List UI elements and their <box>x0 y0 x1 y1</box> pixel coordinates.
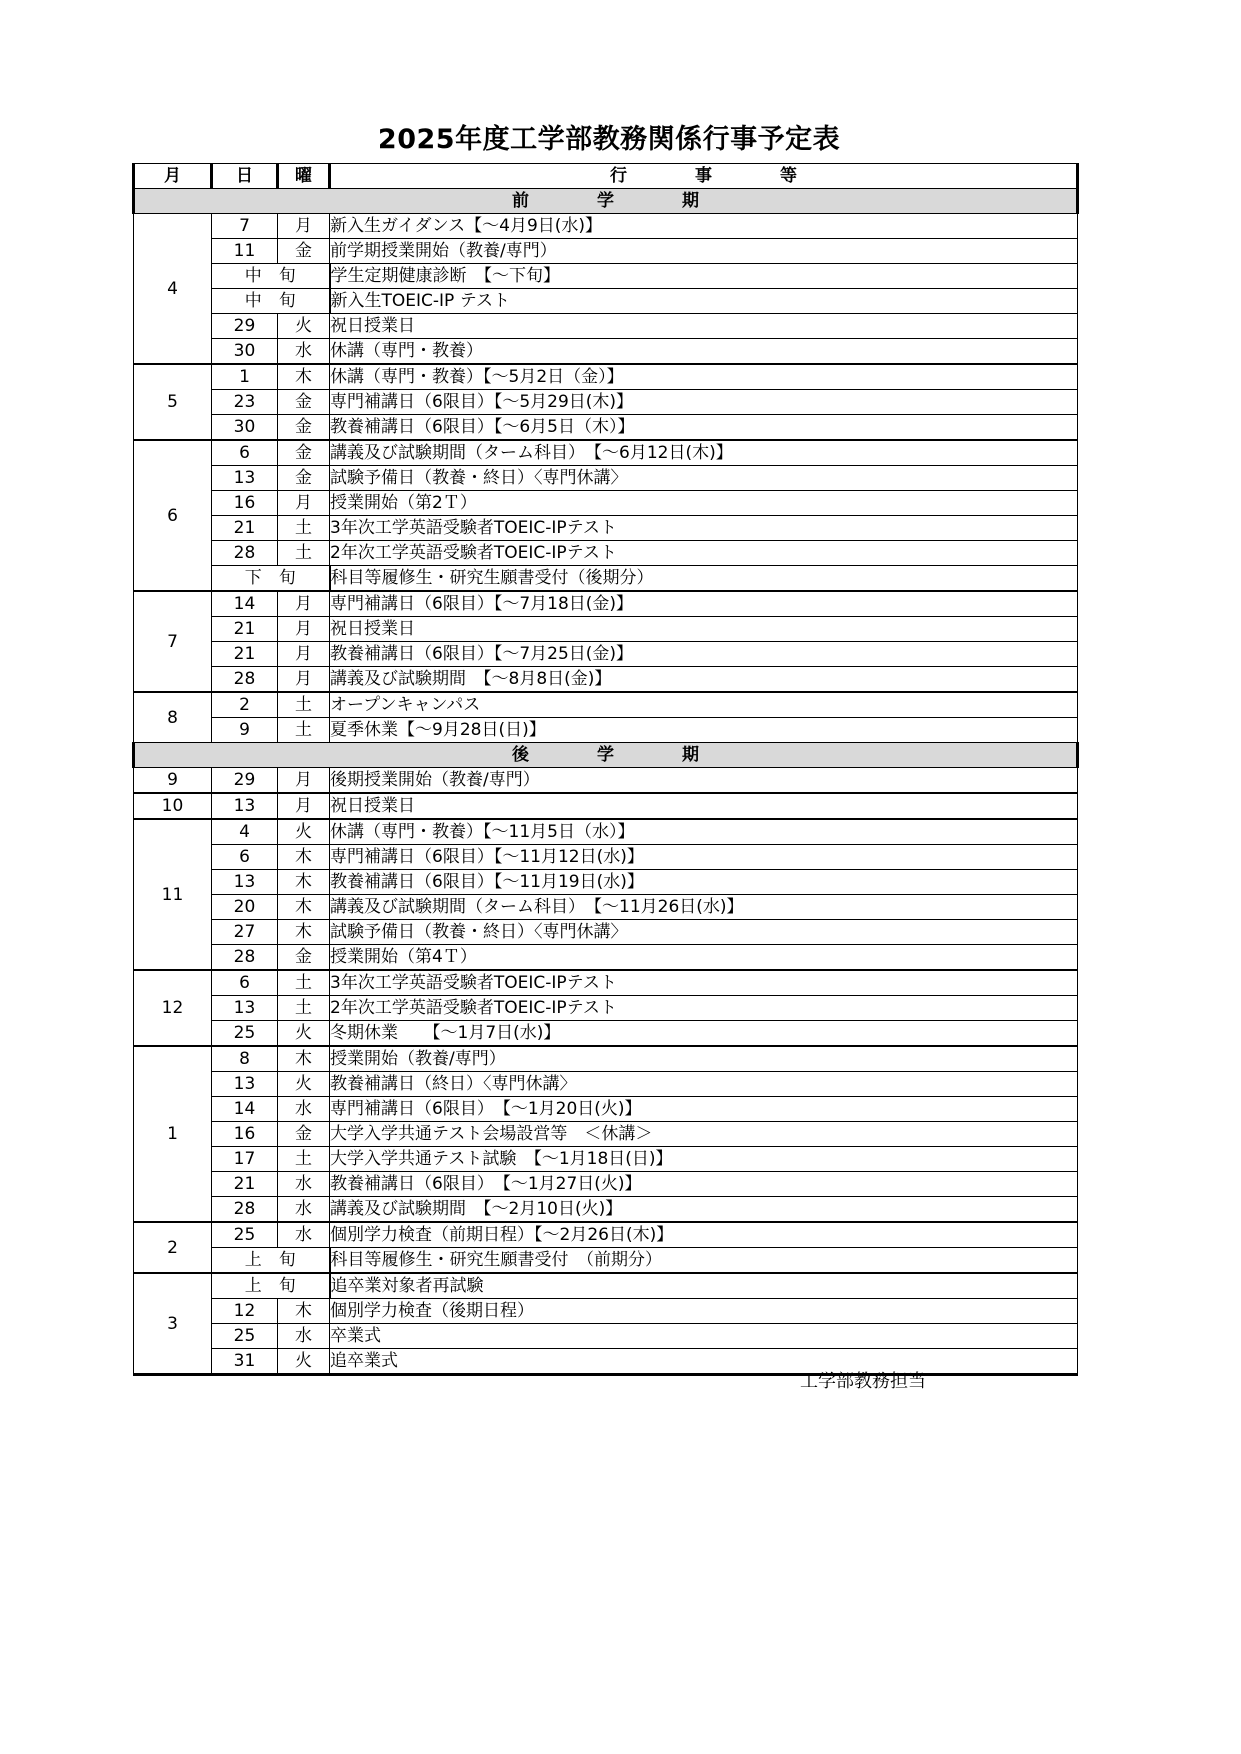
weekday-cell: 木 <box>278 920 330 945</box>
weekday-cell: 金 <box>278 1122 330 1147</box>
day-cell: 13 <box>212 466 278 491</box>
table-row <box>134 314 1078 339</box>
header-day: 日 <box>212 164 278 189</box>
schedule-table <box>132 163 1079 1376</box>
day-cell: 29 <box>212 768 278 794</box>
weekday-cell: 土 <box>278 692 330 718</box>
day-cell: 28 <box>212 667 278 693</box>
weekday-cell: 水 <box>278 1197 330 1223</box>
table-row <box>134 264 1078 289</box>
day-cell: 21 <box>212 617 278 642</box>
event-cell: 科目等履修生・研究生願書受付 （前期分） <box>330 1248 1078 1274</box>
event-cell: 教養補講日（6限目） 【～1月27日(火)】 <box>330 1172 1078 1197</box>
day-cell: 8 <box>212 1046 278 1072</box>
table-row <box>134 617 1078 642</box>
day-cell: 28 <box>212 945 278 971</box>
event-cell: 授業開始（教養/専門） <box>330 1046 1078 1072</box>
table-row <box>134 793 1078 819</box>
event-cell: 授業開始（第2Ｔ） <box>330 491 1078 516</box>
header-event: 行 事 等 <box>330 164 1078 189</box>
month-cell: 12 <box>134 970 212 1046</box>
table-row <box>134 667 1078 693</box>
weekday-cell: 土 <box>278 718 330 743</box>
event-cell: 新入生TOEIC-IP テスト <box>330 289 1078 314</box>
month-cell: 1 <box>134 1046 212 1222</box>
weekday-cell: 水 <box>278 1097 330 1122</box>
table-row <box>134 541 1078 566</box>
weekday-cell: 月 <box>278 642 330 667</box>
event-cell: 大学入学共通テスト会場設営等 ＜休講＞ <box>330 1122 1078 1147</box>
weekday-cell: 月 <box>278 793 330 819</box>
day-cell: 6 <box>212 970 278 996</box>
table-row <box>134 239 1078 264</box>
event-cell: 休講（専門・教養） <box>330 339 1078 365</box>
day-cell: 30 <box>212 339 278 365</box>
event-cell: 専門補講日（6限目）【～7月18日(金)】 <box>330 591 1078 617</box>
event-cell: 休講（専門・教養）【～11月5日（水）】 <box>330 819 1078 845</box>
event-cell: 講義及び試験期間 【～8月8日(金)】 <box>330 667 1078 693</box>
day-cell: 11 <box>212 239 278 264</box>
table-row <box>134 1299 1078 1324</box>
day-cell: 中 旬 <box>212 289 330 314</box>
month-cell: 8 <box>134 692 212 743</box>
weekday-cell: 水 <box>278 1222 330 1248</box>
footer-department: 工学部教務担当 <box>800 1371 926 1392</box>
weekday-cell: 土 <box>278 970 330 996</box>
event-cell: 教養補講日（6限目）【～11月19日(水)】 <box>330 870 1078 895</box>
page-title: 2025年度工学部教務関係行事予定表 <box>377 124 841 155</box>
month-cell: 4 <box>134 214 212 365</box>
event-cell: 専門補講日（6限目）【～11月12日(水)】 <box>330 845 1078 870</box>
month-cell: 5 <box>134 364 212 440</box>
weekday-cell: 土 <box>278 1147 330 1172</box>
table-row <box>134 339 1078 365</box>
table-row <box>134 819 1078 845</box>
table-row <box>134 1072 1078 1097</box>
semester-header-row <box>134 189 1078 214</box>
header-weekday: 曜 <box>278 164 330 189</box>
event-cell: 講義及び試験期間 【～2月10日(火)】 <box>330 1197 1078 1223</box>
event-cell: 授業開始（第4Ｔ） <box>330 945 1078 971</box>
day-cell: 6 <box>212 440 278 466</box>
table-row <box>134 1248 1078 1274</box>
day-cell: 4 <box>212 819 278 845</box>
table-row <box>134 718 1078 743</box>
day-cell: 16 <box>212 1122 278 1147</box>
day-cell: 25 <box>212 1222 278 1248</box>
weekday-cell: 木 <box>278 1299 330 1324</box>
table-row <box>134 1324 1078 1349</box>
day-cell: 上 旬 <box>212 1273 330 1299</box>
event-cell: 講義及び試験期間（ターム科目） 【～6月12日(木)】 <box>330 440 1078 466</box>
weekday-cell: 土 <box>278 541 330 566</box>
day-cell: 13 <box>212 996 278 1021</box>
weekday-cell: 火 <box>278 819 330 845</box>
table-row <box>134 415 1078 441</box>
table-row <box>134 1147 1078 1172</box>
event-cell: 3年次工学英語受験者TOEIC-IPテスト <box>330 970 1078 996</box>
weekday-cell: 金 <box>278 239 330 264</box>
day-cell: 7 <box>212 214 278 239</box>
day-cell: 30 <box>212 415 278 441</box>
event-cell: 卒業式 <box>330 1324 1078 1349</box>
month-cell: 7 <box>134 591 212 692</box>
day-cell: 13 <box>212 793 278 819</box>
table-row <box>134 692 1078 718</box>
event-cell: 3年次工学英語受験者TOEIC-IPテスト <box>330 516 1078 541</box>
day-cell: 27 <box>212 920 278 945</box>
table-header-row <box>134 164 1078 189</box>
weekday-cell: 水 <box>278 1172 330 1197</box>
event-cell: 講義及び試験期間（ターム科目） 【～11月26日(水)】 <box>330 895 1078 920</box>
weekday-cell: 水 <box>278 1324 330 1349</box>
day-cell: 21 <box>212 642 278 667</box>
weekday-cell: 月 <box>278 591 330 617</box>
event-cell: 追卒業式 <box>330 1349 1078 1375</box>
table-row <box>134 1222 1078 1248</box>
table-row <box>134 1197 1078 1223</box>
event-cell: 前学期授業開始（教養/専門） <box>330 239 1078 264</box>
day-cell: 13 <box>212 1072 278 1097</box>
event-cell: 学生定期健康診断 【～下旬】 <box>330 264 1078 289</box>
event-cell: 夏季休業【～9月28日(日)】 <box>330 718 1078 743</box>
semester-label: 前 学 期 <box>134 189 1078 214</box>
table-row <box>134 491 1078 516</box>
table-row <box>134 289 1078 314</box>
weekday-cell: 金 <box>278 945 330 971</box>
table-row <box>134 591 1078 617</box>
table-row <box>134 1273 1078 1299</box>
event-cell: 個別学力検査（後期日程） <box>330 1299 1078 1324</box>
event-cell: 個別学力検査（前期日程）【～2月26日(木)】 <box>330 1222 1078 1248</box>
month-cell: 11 <box>134 819 212 970</box>
day-cell: 上 旬 <box>212 1248 330 1274</box>
event-cell: 後期授業開始（教養/専門） <box>330 768 1078 794</box>
weekday-cell: 月 <box>278 667 330 693</box>
day-cell: 21 <box>212 1172 278 1197</box>
table-row <box>134 920 1078 945</box>
table-row <box>134 996 1078 1021</box>
day-cell: 28 <box>212 1197 278 1223</box>
event-cell: 試験予備日（教養・終日）〈専門休講〉 <box>330 466 1078 491</box>
table-row <box>134 845 1078 870</box>
table-row <box>134 870 1078 895</box>
weekday-cell: 金 <box>278 440 330 466</box>
table-row <box>134 1021 1078 1047</box>
day-cell: 28 <box>212 541 278 566</box>
event-cell: 教養補講日（6限目）【～7月25日(金)】 <box>330 642 1078 667</box>
day-cell: 17 <box>212 1147 278 1172</box>
weekday-cell: 金 <box>278 466 330 491</box>
table-row <box>134 1122 1078 1147</box>
event-cell: 2年次工学英語受験者TOEIC-IPテスト <box>330 541 1078 566</box>
day-cell: 6 <box>212 845 278 870</box>
weekday-cell: 土 <box>278 516 330 541</box>
header-month: 月 <box>134 164 212 189</box>
event-cell: 教養補講日（終日）〈専門休講〉 <box>330 1072 1078 1097</box>
day-cell: 16 <box>212 491 278 516</box>
day-cell: 23 <box>212 390 278 415</box>
event-cell: オープンキャンパス <box>330 692 1078 718</box>
day-cell: 1 <box>212 364 278 390</box>
weekday-cell: 月 <box>278 768 330 794</box>
weekday-cell: 火 <box>278 1072 330 1097</box>
event-cell: 大学入学共通テスト試験 【～1月18日(日)】 <box>330 1147 1078 1172</box>
day-cell: 14 <box>212 591 278 617</box>
day-cell: 21 <box>212 516 278 541</box>
event-cell: 科目等履修生・研究生願書受付（後期分） <box>330 566 1078 592</box>
table-row <box>134 768 1078 794</box>
table-row <box>134 566 1078 592</box>
table-row <box>134 364 1078 390</box>
day-cell: 下 旬 <box>212 566 330 592</box>
table-row <box>134 642 1078 667</box>
weekday-cell: 金 <box>278 390 330 415</box>
day-cell: 12 <box>212 1299 278 1324</box>
table-row <box>134 390 1078 415</box>
table-row <box>134 1172 1078 1197</box>
event-cell: 祝日授業日 <box>330 314 1078 339</box>
event-cell: 試験予備日（教養・終日）〈専門休講〉 <box>330 920 1078 945</box>
weekday-cell: 木 <box>278 870 330 895</box>
day-cell: 25 <box>212 1324 278 1349</box>
day-cell: 9 <box>212 718 278 743</box>
day-cell: 20 <box>212 895 278 920</box>
day-cell: 2 <box>212 692 278 718</box>
table-row <box>134 214 1078 239</box>
month-cell: 6 <box>134 440 212 591</box>
weekday-cell: 火 <box>278 1021 330 1047</box>
day-cell: 31 <box>212 1349 278 1375</box>
event-cell: 休講（専門・教養）【～5月2日（金）】 <box>330 364 1078 390</box>
month-cell: 2 <box>134 1222 212 1273</box>
weekday-cell: 火 <box>278 1349 330 1375</box>
day-cell: 中 旬 <box>212 264 330 289</box>
semester-header-row <box>134 743 1078 768</box>
event-cell: 新入生ガイダンス【～4月9日(水)】 <box>330 214 1078 239</box>
table-row <box>134 440 1078 466</box>
event-cell: 祝日授業日 <box>330 617 1078 642</box>
day-cell: 25 <box>212 1021 278 1047</box>
event-cell: 冬期休業 【～1月7日(水)】 <box>330 1021 1078 1047</box>
event-cell: 教養補講日（6限目）【～6月5日（木）】 <box>330 415 1078 441</box>
table-row <box>134 516 1078 541</box>
weekday-cell: 月 <box>278 491 330 516</box>
table-row <box>134 945 1078 971</box>
month-cell: 10 <box>134 793 212 819</box>
month-cell: 3 <box>134 1273 212 1375</box>
day-cell: 29 <box>212 314 278 339</box>
weekday-cell: 木 <box>278 845 330 870</box>
table-row <box>134 970 1078 996</box>
month-cell: 9 <box>134 768 212 794</box>
event-cell: 2年次工学英語受験者TOEIC-IPテスト <box>330 996 1078 1021</box>
table-row <box>134 466 1078 491</box>
event-cell: 専門補講日（6限目）【～5月29日(木)】 <box>330 390 1078 415</box>
table-row <box>134 1349 1078 1375</box>
table-row <box>134 1097 1078 1122</box>
event-cell: 追卒業対象者再試験 <box>330 1273 1078 1299</box>
schedule-body <box>134 189 1078 1375</box>
weekday-cell: 木 <box>278 364 330 390</box>
weekday-cell: 土 <box>278 996 330 1021</box>
event-cell: 祝日授業日 <box>330 793 1078 819</box>
weekday-cell: 金 <box>278 415 330 441</box>
semester-label: 後 学 期 <box>134 743 1078 768</box>
event-cell: 専門補講日（6限目） 【～1月20日(火)】 <box>330 1097 1078 1122</box>
weekday-cell: 木 <box>278 1046 330 1072</box>
table-row <box>134 895 1078 920</box>
weekday-cell: 木 <box>278 895 330 920</box>
day-cell: 14 <box>212 1097 278 1122</box>
table-row <box>134 1046 1078 1072</box>
weekday-cell: 火 <box>278 314 330 339</box>
day-cell: 13 <box>212 870 278 895</box>
weekday-cell: 月 <box>278 214 330 239</box>
weekday-cell: 水 <box>278 339 330 365</box>
weekday-cell: 月 <box>278 617 330 642</box>
